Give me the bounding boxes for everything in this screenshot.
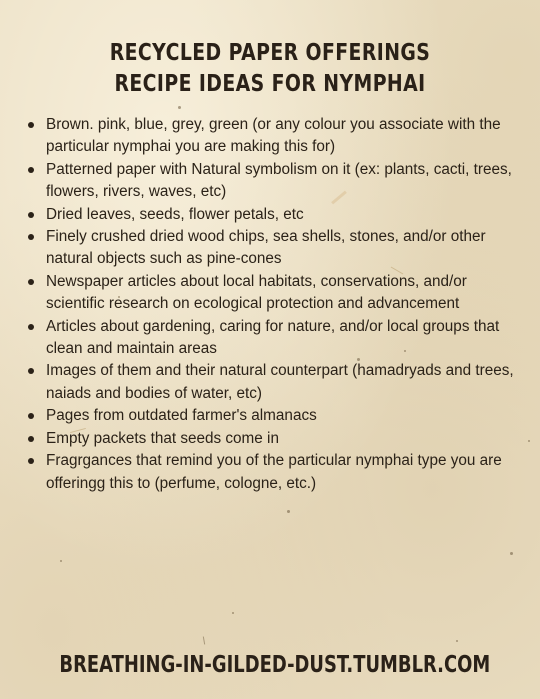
list-item — [25, 204, 517, 226]
list-item-text: Empty packets that seeds come in — [46, 429, 279, 447]
list-item — [25, 316, 517, 361]
footer-url: BREATHING-IN-GILDED-DUST.TUMBLR.COM — [59, 652, 491, 678]
list-item-text: Articles about gardening, caring for nature, and/or local groups that clean and maintain areas — [46, 317, 500, 358]
bullet-icon — [28, 122, 34, 128]
list-item-text: Dried leaves, seeds, flower petals, etc — [46, 205, 304, 223]
list-item — [25, 428, 517, 450]
list-item-text: Patterned paper with Natural symbolism on it (ex: plants, cacti, trees, flowers, rivers, waves, etc) — [46, 160, 512, 201]
bullet-icon — [28, 279, 34, 285]
list-item-text: Brown. pink, blue, grey, green (or any colour you associate with the particular nymphai you are making this for) — [46, 116, 501, 156]
list-item — [25, 450, 517, 495]
paper-speck — [456, 640, 458, 642]
list-item-text: Finely crushed dried wood chips, sea shells, stones, and/or other natural objects such as pine-cones — [46, 228, 486, 268]
recipe-ideas-list — [25, 114, 517, 495]
page-title — [49, 38, 492, 100]
bullet-icon — [28, 167, 34, 173]
title-line-1: RECYCLED PAPER OFFERINGS — [109, 40, 431, 66]
list-item-text: Pages from outdated farmer's almanacs — [46, 407, 317, 425]
list-item-text: Fragrgances that remind you of the particular nymphai type you are offeringg this to (perfume, cologne, etc.) — [46, 452, 502, 492]
bullet-icon — [28, 368, 34, 374]
title-line-2: RECIPE IDEAS FOR NYMPHAI — [114, 71, 426, 97]
bullet-icon — [28, 458, 34, 464]
list-item — [25, 226, 517, 271]
list-item — [25, 159, 517, 204]
list-item — [25, 405, 517, 427]
bullet-icon — [28, 212, 34, 218]
list-item — [25, 271, 517, 316]
list-item — [25, 114, 517, 159]
bullet-icon — [28, 324, 34, 330]
paper-speck — [60, 560, 62, 562]
bullet-icon — [28, 413, 34, 419]
paper-speck — [510, 552, 513, 555]
list-item — [25, 360, 517, 405]
list-item-text: Newspaper articles about local habitats, conservations, and/or scientific research on ecological protection and advancement — [46, 272, 467, 313]
paper-speck — [528, 440, 530, 442]
list-item-text: Images of them and their natural counterpart (hamadryads and trees, naiads and bodies of water, etc) — [46, 362, 514, 402]
paper-speck — [232, 612, 234, 614]
bullet-icon — [28, 436, 34, 442]
paper-speck — [287, 510, 290, 513]
paper-fiber — [203, 636, 205, 644]
paper-speck — [178, 106, 181, 109]
bullet-icon — [28, 234, 34, 240]
